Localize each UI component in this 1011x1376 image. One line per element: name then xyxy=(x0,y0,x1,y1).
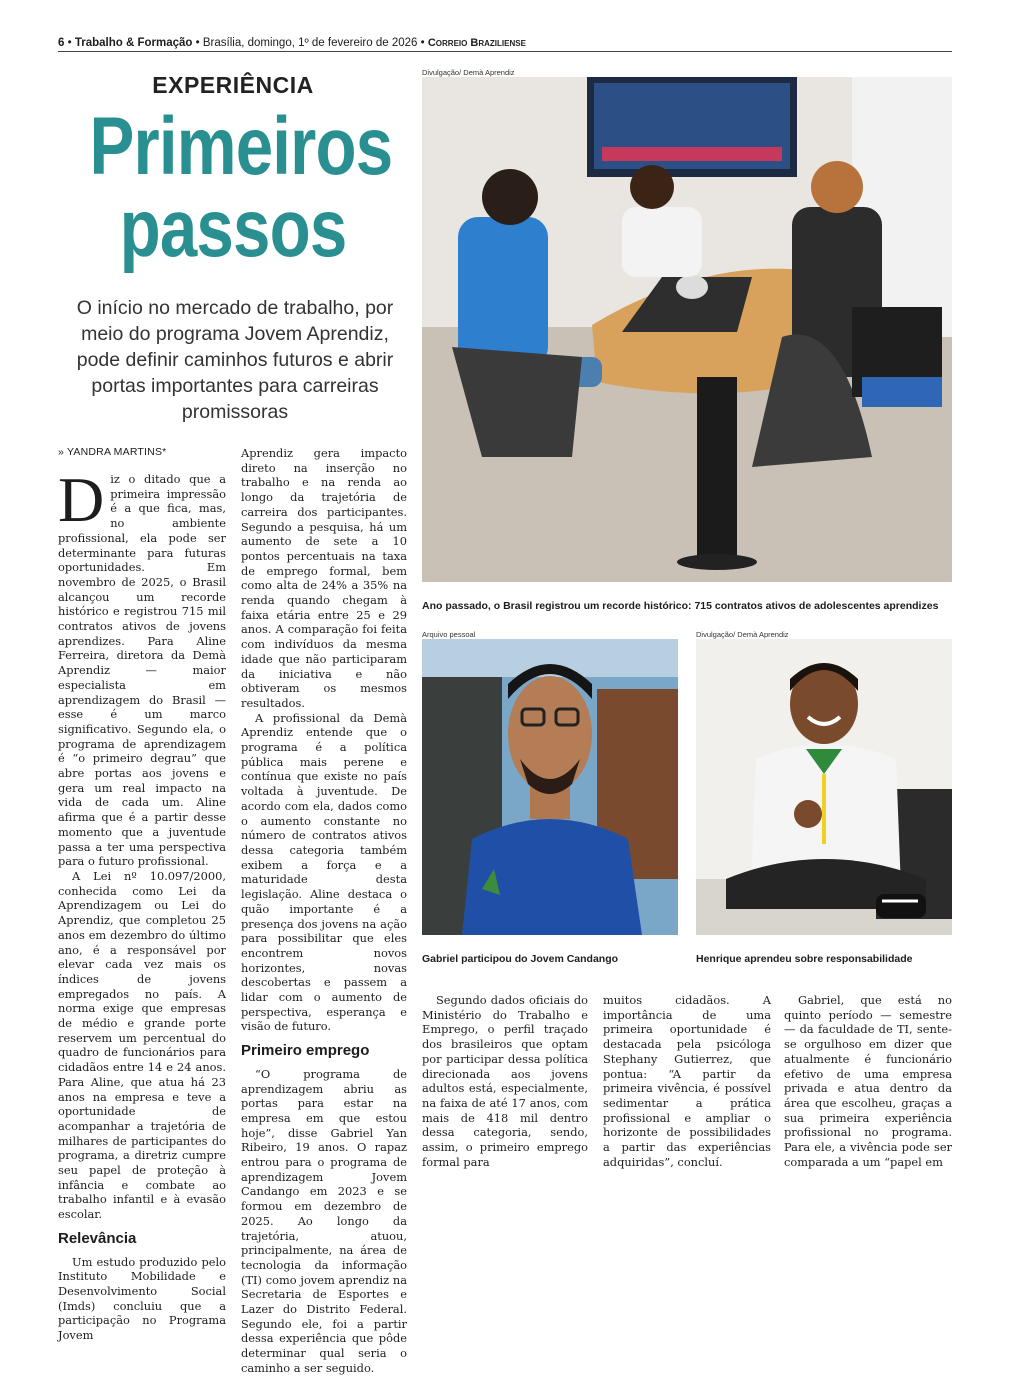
paragraph: Um estudo produzido pelo Instituto Mobilidade e Desenvolvimento Social (Imds) concluiu que a participação no Programa Jovem xyxy=(58,1254,226,1343)
byline: » YANDRA MARTINS* xyxy=(58,446,167,458)
section-name: Trabalho & Formação xyxy=(74,37,193,49)
paragraph: Aprendiz gera impacto direto na inserção no trabalho e na renda ao longo da trajetória de carreira dos participantes. Segundo a pesquisa, há um aumento de sete a 10 pontos percentuais na taxa de emprego formal, bem como alta de 24% a 35% na renda quando chegam à faixa etária entre 25 e 29 anos. A comparação foi feita com indivíduos da mesma idade que não participaram da iniciativa e não obtiveram os mesmos resultados. xyxy=(241,446,407,710)
photo-caption: Henrique aprendeu sobre responsabilidade xyxy=(696,953,913,965)
photo-caption: Gabriel participou do Jovem Candango xyxy=(422,953,619,965)
photo-credit: Divulgação/ Demà Aprendiz xyxy=(422,68,515,77)
subhead-primeiro-emprego: Primeiro emprego xyxy=(241,1042,370,1060)
article-column-1 xyxy=(58,464,226,1343)
deck: O início no mercado de trabalho, por meio do programa Jovem Aprendiz, pode definir caminhos futuros e abrir portas importantes para carreiras promissoras xyxy=(76,297,394,423)
headline xyxy=(89,101,393,274)
subhead-relevancia: Relevância xyxy=(58,1229,137,1247)
page-number: 6 xyxy=(58,37,65,49)
paragraph: A profissional da Demà Aprendiz entende que o programa é a política pública mais perene e contínua que existe no país voltada à juventude. De acordo com ela, dados como o aumento constante no número de contratos ativos dessa categoria também exibem a força e a maturidade desta legislação. Aline destaca o quão importante é a presença dos jovens na ação para possibilitar que eles encontrem novos horizontes, novas descobertas e passem a lidar com o aumento de perspectiva, esperança e visão de futuro. xyxy=(241,710,407,1034)
newspaper-name: Correio Braziliense xyxy=(427,37,526,49)
main-photo-meeting xyxy=(422,77,952,582)
photo-credit: Divulgação/ Demà Aprendiz xyxy=(696,630,789,639)
paragraph: muitos cidadãos. A importância de uma primeira oportunidade é destacada pela psicóloga Stephany Gutierrez, que pontua: “A partir da primeira vivência, é possível sedimentar a prática profissional e ampliar o horizonte de possibilidades a partir das experiências adquiridas”, concluí. xyxy=(603,993,771,1169)
photo-gabriel xyxy=(422,639,678,935)
paragraph: iz o ditado que a primeira impressão é a que fica, mas, no ambiente profissional, ela pode ser determinante para futuras oportunidades. Em novembro de 2025, o Brasil alcançou um recorde histórico e registrou 715 mil contratos ativos de jovens aprendizes. Para Aline Ferreira, diretora da Demà Aprendiz — maior especialista em aprendizagem do Brasil — esse é um marco significativo. Segundo ela, o programa de aprendizagem é “o primeiro degrau” que abre portas aos jovens e gera um real impacto na vida de cada um. Aline afirma que é a partir desse momento que a juventude passa a ter uma perspectiva para o futuro profissional. xyxy=(58,472,226,869)
dateline: Brasília, domingo, 1º de fevereiro de 2026 xyxy=(202,37,418,49)
article-column-2 xyxy=(241,446,407,1376)
photo-credit: Arquivo pessoal xyxy=(422,630,476,639)
article-column-5 xyxy=(784,993,952,1169)
paragraph: Segundo dados oficiais do Ministério do Trabalho e Emprego, o perfil traçado dos brasileiros que optam por participar dessa política direcionada aos jovens adultos está, especialmente, na faixa de até 17 anos, com mais de 418 mil dentro dessa categoria, sendo, assim, o primeiro emprego formal para xyxy=(422,993,588,1169)
headline-line-1: Primeiros xyxy=(89,101,393,192)
article-column-3 xyxy=(422,993,588,1169)
photo-caption: Ano passado, o Brasil registrou um recorde histórico: 715 contratos ativos de adolescentes aprendizes xyxy=(422,600,939,612)
kicker: EXPERIÊNCIA xyxy=(152,72,314,98)
article-column-4 xyxy=(603,993,771,1169)
photo-henrique xyxy=(696,639,952,935)
paragraph: Gabriel, que está no quinto período — semestre — da faculdade de TI, sente-se orgulhoso em dizer que atualmente é funcionário efetivo de uma empresa privada e atua dentro da área que escolheu, graças a sua primeira experiência profissional no programa. Para ele, a vivência pode ser comparada a um “papel em xyxy=(784,993,952,1169)
drop-cap: D xyxy=(58,464,105,535)
header-rule xyxy=(58,51,952,52)
headline-line-2: passos xyxy=(119,183,347,274)
page-header: 6 • Trabalho & Formação • Brasília, domingo, 1º de fevereiro de 2026 • Correio Braziliense xyxy=(58,37,526,49)
paragraph: “O programa de aprendizagem abriu as portas para estar na empresa em que estou hoje”, disse Gabriel Yan Ribeiro, 19 anos. O rapaz entrou para o programa de aprendizagem Jovem Candango em 2023 e se formou em dezembro de 2025. Ao longo da trajetória, atuou, principalmente, na área de tecnologia da informação (TI) como jovem aprendiz na Secretaria de Esportes e Lazer do Distrito Federal. Segundo ele, foi a partir dessa experiência que pôde determinar qual seria o caminho a ser seguido. xyxy=(241,1066,407,1375)
paragraph: A Lei nº 10.097/2000, conhecida como Lei da Aprendizagem ou Lei do Aprendiz, que completou 25 anos em dezembro do último ano, é a responsável por elevar cada vez mais os índices de jovens empregados no país. A norma exige que empresas de médio e grande porte reservem um percentual do quadro de funcionários para cidadãos entre 14 e 24 anos. Para Aline, que atua há 23 anos na empresa e teve a oportunidade de acompanhar a trajetória de milhares de participantes do programa, a diretriz cumpre seu papel de proteção à infância e combate ao trabalho infantil e à evasão escolar. xyxy=(58,868,226,1222)
